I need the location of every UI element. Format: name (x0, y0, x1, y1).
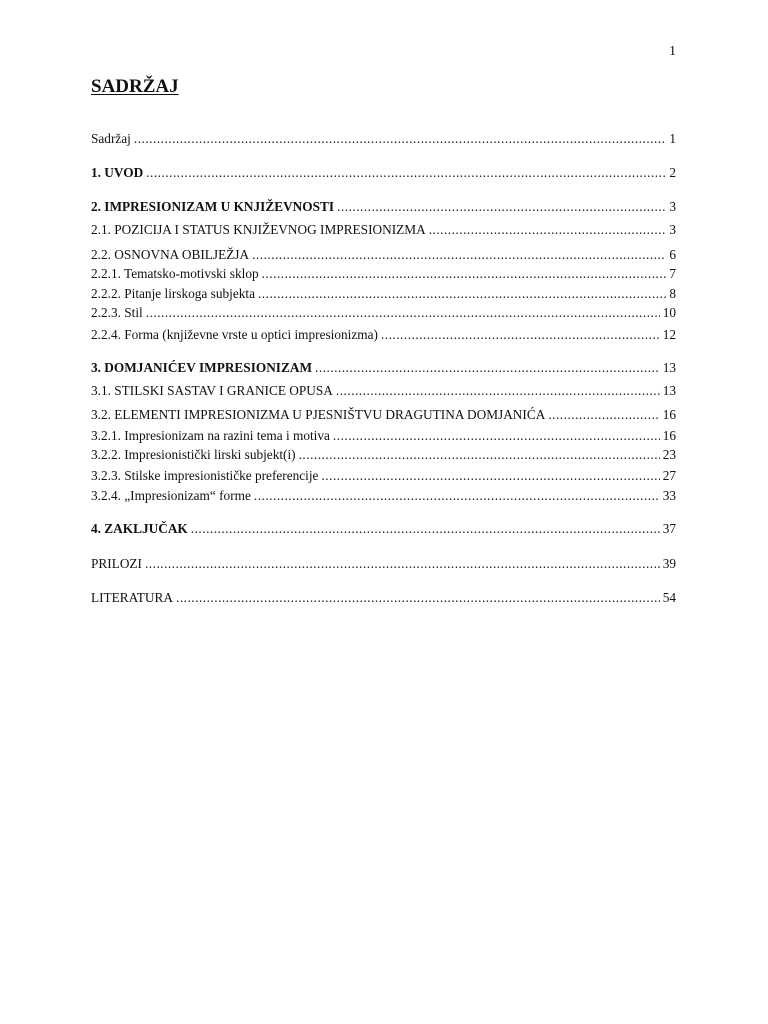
toc-leader-dots (321, 467, 659, 485)
toc-entry-label: Sadržaj (91, 131, 131, 146)
toc-leader-dots (299, 446, 660, 464)
toc-entry-page: 54 (662, 590, 676, 605)
toc-entry-label: 2. IMPRESIONIZAM U KNJIŽEVNOSTI (91, 199, 335, 214)
toc-entry-label: 3. DOMJANIĆEV IMPRESIONIZAM (91, 360, 313, 375)
toc-entry-page: 33 (662, 488, 676, 503)
page-title: SADRŽAJ (91, 76, 179, 97)
toc-leader-dots (258, 285, 666, 303)
toc-entry[interactable] (91, 130, 676, 148)
toc-entry-page: 3 (669, 199, 676, 214)
toc-entry-page: 1 (669, 131, 676, 146)
toc-leader-dots (337, 198, 666, 216)
toc-entry-label: 2.1. POZICIJA I STATUS KNJIŽEVNOG IMPRESIONIZMA (91, 222, 426, 237)
toc-entry[interactable] (91, 246, 676, 264)
toc-entry-page: 7 (669, 266, 676, 281)
toc-entry-page: 12 (662, 327, 676, 342)
toc-entry-page: 37 (662, 521, 676, 536)
toc-entry-label: 3.1. STILSKI SASTAV I GRANICE OPUSA (91, 383, 333, 398)
toc-leader-dots (333, 427, 660, 445)
toc-entry[interactable] (91, 520, 676, 538)
toc-entry[interactable] (91, 304, 676, 322)
toc-entry[interactable] (91, 326, 676, 344)
toc-entry-page: 13 (662, 360, 676, 375)
toc-entry-page: 6 (669, 247, 676, 262)
toc-entry[interactable] (91, 221, 676, 239)
toc-entry-label: 3.2.2. Impresionistički lirski subjekt(i) (91, 447, 296, 462)
toc-leader-dots (191, 520, 660, 538)
toc-entry-label: LITERATURA (91, 590, 173, 605)
toc-entry-page: 16 (662, 428, 676, 443)
toc-entry-page: 13 (662, 383, 676, 398)
toc-leader-dots (145, 555, 660, 573)
toc-leader-dots (134, 130, 666, 148)
toc-entry-label: 3.2.4. „Impresionizam“ forme (91, 488, 251, 503)
toc-entry-page: 16 (662, 407, 676, 422)
toc-entry-page: 23 (662, 447, 676, 462)
toc-entry[interactable] (91, 285, 676, 303)
toc-entry-label: 4. ZAKLJUČAK (91, 521, 188, 536)
toc-entry-label: 1. UVOD (91, 165, 144, 180)
toc-leader-dots (429, 221, 667, 239)
toc-entry-label: 2.2. OSNOVNA OBILJEŽJA (91, 247, 250, 262)
toc-leader-dots (262, 265, 667, 283)
toc-entry-label: 3.2. ELEMENTI IMPRESIONIZMA U PJESNIŠTVU DRAGUTINA DOMJANIĆA (91, 407, 546, 422)
toc-leader-dots (548, 406, 659, 424)
toc-entry-label: PRILOZI (91, 556, 142, 571)
toc-entry[interactable] (91, 406, 676, 424)
toc-entry-label: 3.2.3. Stilske impresionističke preferencije (91, 468, 319, 483)
toc-leader-dots (315, 359, 660, 377)
toc-leader-dots (146, 304, 660, 322)
toc-entry[interactable] (91, 198, 676, 216)
toc-entry[interactable] (91, 427, 676, 445)
toc-leader-dots (176, 589, 660, 607)
toc-entry-label: 2.2.4. Forma (književne vrste u optici impresionizma) (91, 327, 378, 342)
toc-leader-dots (336, 382, 660, 400)
toc-entry[interactable] (91, 467, 676, 485)
toc-entry[interactable] (91, 487, 676, 505)
toc-entry[interactable] (91, 382, 676, 400)
toc-entry-page: 2 (669, 165, 676, 180)
toc-entry[interactable] (91, 555, 676, 573)
toc-leader-dots (146, 164, 666, 182)
toc-entry-label: 2.2.2. Pitanje lirskoga subjekta (91, 286, 255, 301)
toc-entry-label: 3.2.1. Impresionizam na razini tema i motiva (91, 428, 330, 443)
toc-entry-page: 10 (662, 305, 676, 320)
toc-entry[interactable] (91, 265, 676, 283)
toc-entry-page: 3 (669, 222, 676, 237)
toc-entry-label: 2.2.1. Tematsko-motivski sklop (91, 266, 259, 281)
toc-entry[interactable] (91, 589, 676, 607)
toc-entry[interactable] (91, 164, 676, 182)
toc-entry-page: 8 (669, 286, 676, 301)
toc-entry-label: 2.2.3. Stil (91, 305, 143, 320)
toc-entry-page: 39 (662, 556, 676, 571)
toc-leader-dots (252, 246, 666, 264)
toc-leader-dots (254, 487, 660, 505)
toc-entry[interactable] (91, 359, 676, 377)
toc-entry[interactable] (91, 446, 676, 464)
toc-entry-page: 27 (662, 468, 676, 483)
page-number: 1 (669, 44, 676, 59)
toc-leader-dots (381, 326, 660, 344)
